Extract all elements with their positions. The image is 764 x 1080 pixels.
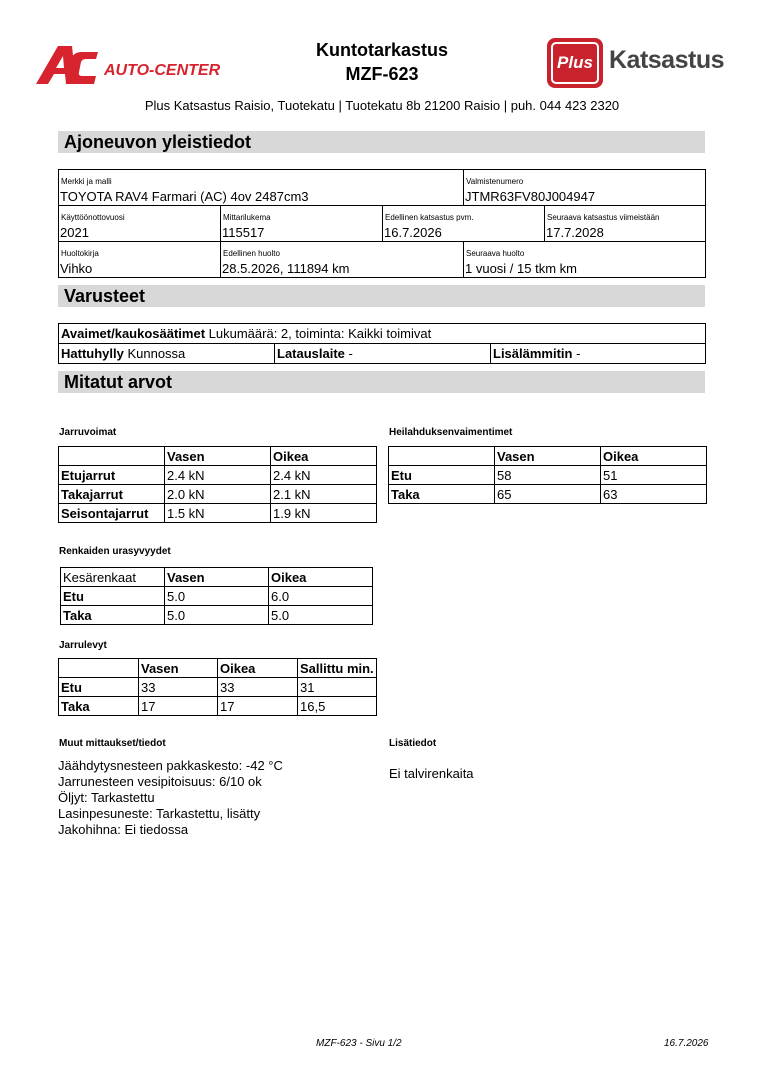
hat-shelf-cell: Hattuhylly Kunnossa [58,343,275,364]
shocks-title: Heilahduksenvaimentimet [389,427,513,438]
plus-katsastus-logo: Plus Katsastus [547,38,727,88]
next-service-cell: Seuraava huolto 1 vuosi / 15 tkm km [463,241,706,278]
table-header: Sallittu min. [298,659,377,678]
table-cell: 65 [495,485,601,504]
table-cell: Kesärenkaat [61,568,165,587]
table-row [389,466,707,485]
plate-number: MZF-623 [345,64,419,84]
table-row [389,485,707,504]
shocks-table [388,446,707,504]
document-title: Kuntotarkastus [315,40,449,60]
list-item: Jarrunesteen vesipitoisuus: 6/10 ok [58,774,262,789]
vin-cell: Valmistenumero JTMR63FV80J004947 [463,169,706,206]
list-item: Jäähdytysnesteen pakkaskesto: -42 °C [58,758,283,773]
table-row [389,447,707,466]
row-label: Taka [389,485,495,504]
table-cell: 17 [218,697,298,716]
previous-inspection-cell: Edellinen katsastus pvm. 16.7.2026 [382,205,545,242]
table-cell: 5.0 [269,606,373,625]
row-label: Taka [61,606,165,625]
keys-row: Avaimet/kaukosäätimet Lukumäärä: 2, toiminta: Kaikki toimivat [58,323,706,344]
table-cell: 1.9 kN [271,504,377,523]
section-measured-title: Mitatut arvot [58,371,705,393]
table-row [61,606,373,625]
table-row [59,485,377,504]
table-row [61,568,373,587]
row-label: Seisontajarrut [59,504,165,523]
discs-title: Jarrulevyt [59,640,107,651]
table-cell: 16,5 [298,697,377,716]
table-header: Oikea [269,568,373,587]
table-cell: 33 [139,678,218,697]
table-header: Oikea [601,447,707,466]
table-header: Vasen [165,447,271,466]
table-row [59,447,377,466]
table-cell: 5.0 [165,587,269,606]
list-item: Lasinpesuneste: Tarkastettu, lisätty [58,806,261,821]
list-item: Jakohihna: Ei tiedossa [58,822,189,837]
table-cell: 5.0 [165,606,269,625]
section-equipment-title: Varusteet [58,285,705,307]
table-header: Oikea [218,659,298,678]
table-row [59,504,377,523]
table-cell: 31 [298,678,377,697]
table-cell [59,447,165,466]
table-cell: 2.4 kN [165,466,271,485]
brakes-title: Jarruvoimat [59,427,117,438]
table-row [59,678,377,697]
make-model-cell: Merkki ja malli TOYOTA RAV4 Farmari (AC) 4ov 2487cm3 [58,169,464,206]
table-header: Oikea [271,447,377,466]
row-label: Etujarrut [59,466,165,485]
tires-title: Renkaiden urasyvyydet [59,546,171,557]
table-header: Vasen [139,659,218,678]
row-label: Takajarrut [59,485,165,504]
odometer-cell: Mittarilukema 115517 [220,205,383,242]
heater-cell: Lisälämmitin - [490,343,706,364]
row-label: Etu [61,587,165,606]
table-row [59,659,377,678]
other-measurements-title: Muut mittaukset/tiedot [59,738,166,749]
charger-cell: Latauslaite - [274,343,491,364]
page-number: MZF-623 - Sivu 1/2 [316,1038,402,1049]
row-label: Etu [389,466,495,485]
service-book-cell: Huoltokirja Vihko [58,241,221,278]
row-label: Etu [59,678,139,697]
table-cell [389,447,495,466]
table-row [61,587,373,606]
svg-text:AUTO-CENTER: AUTO-CENTER [104,62,221,79]
section-general-title: Ajoneuvon yleistiedot [58,131,705,153]
row-label: Taka [59,697,139,716]
footer-date: 16.7.2026 [664,1038,709,1049]
table-cell: 1.5 kN [165,504,271,523]
table-cell: 2.0 kN [165,485,271,504]
table-cell: 33 [218,678,298,697]
table-cell: 6.0 [269,587,373,606]
other-measurements-list [58,758,283,838]
table-cell: 51 [601,466,707,485]
table-row [59,697,377,716]
table-row [59,466,377,485]
table-cell: 63 [601,485,707,504]
tires-table [60,567,373,625]
table-cell: 58 [495,466,601,485]
previous-service-cell: Edellinen huolto 28.5.2026, 111894 km [220,241,464,278]
table-header: Vasen [495,447,601,466]
station-address: Plus Katsastus Raisio, Tuotekatu | Tuotekatu 8b 21200 Raisio | puh. 044 423 2320 [144,98,620,113]
table-header: Vasen [165,568,269,587]
table-cell: 2.1 kN [271,485,377,504]
table-cell: 17 [139,697,218,716]
brakes-table [58,446,377,523]
first-use-year-cell: Käyttöönottovuosi 2021 [58,205,221,242]
extra-info-text: Ei talvirenkaita [389,766,474,781]
table-cell [59,659,139,678]
discs-table [58,658,377,716]
list-item: Öljyt: Tarkastettu [58,790,155,805]
extra-info-title: Lisätiedot [389,738,437,749]
next-inspection-cell: Seuraava katsastus viimeistään 17.7.2028 [544,205,706,242]
table-cell: 2.4 kN [271,466,377,485]
